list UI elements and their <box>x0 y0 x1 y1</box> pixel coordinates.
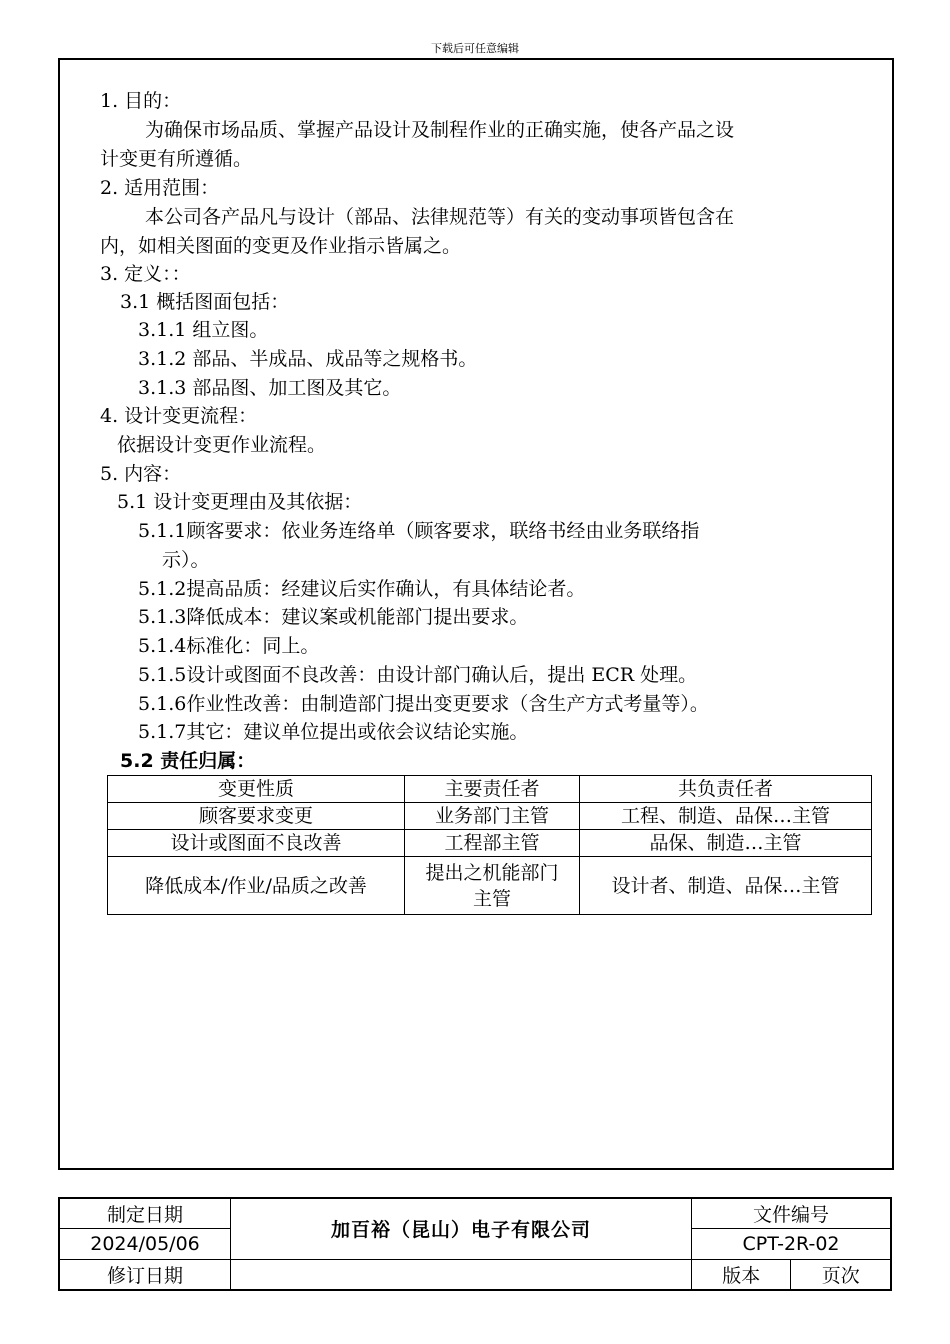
section-5-1-1-line-2: 示）。 <box>162 549 210 571</box>
section-3-title: 3. 定义：： <box>100 263 191 285</box>
table-header-cell: 共负责任者 <box>580 776 872 803</box>
established-date: 2024/05/06 <box>59 1229 231 1259</box>
section-1-body-line-1: 为确保市场品质、掌握产品设计及制程作业的正确实施，使各产品之设 <box>145 119 735 141</box>
section-5-1-2: 5.1.2提高品质：经建议后实作确认，有具体结论者。 <box>138 578 586 600</box>
section-5-title: 5. 内容： <box>100 463 182 485</box>
section-2-body-line-2: 内，如相关图面的变更及作业指示皆属之。 <box>100 235 462 257</box>
section-3-1-1: 3.1.1 组立图。 <box>138 319 269 341</box>
section-5-1-5: 5.1.5设计或图面不良改善：由设计部门确认后，提出 ECR 处理。 <box>138 664 698 686</box>
responsibility-table <box>107 775 872 915</box>
table-cell: 工程部主管 <box>405 830 580 857</box>
doc-number: CPT-2R-02 <box>692 1229 892 1259</box>
revision-date-label: 修订日期 <box>59 1259 231 1290</box>
section-3-1: 3.1 概括图面包括： <box>120 291 290 313</box>
company-name: 加百裕（昆山）电子有限公司 <box>231 1198 692 1259</box>
section-5-1-7: 5.1.7其它：建议单位提出或依会议结论实施。 <box>138 721 529 743</box>
section-1-body-line-2: 计变更有所遵循。 <box>100 148 253 170</box>
footer-table <box>58 1197 892 1291</box>
table-cell: 工程、制造、品保…主管 <box>580 803 872 830</box>
table-cell: 品保、制造…主管 <box>580 830 872 857</box>
table-cell: 提出之机能部门主管 <box>405 857 580 915</box>
revision-date-value <box>231 1259 692 1290</box>
section-2-body-line-1: 本公司各产品凡与设计（部品、法律规范等）有关的变动事项皆包含在 <box>145 206 735 228</box>
table-row <box>108 857 872 915</box>
section-5-2: 5.2 责任归属： <box>120 750 256 772</box>
established-date-label: 制定日期 <box>59 1198 231 1229</box>
version-label: 版本 <box>692 1259 791 1290</box>
table-cell: 设计或图面不良改善 <box>108 830 405 857</box>
section-5-1: 5.1 设计变更理由及其依据： <box>117 491 363 513</box>
section-3-1-2: 3.1.2 部品、半成品、成品等之规格书。 <box>138 348 478 370</box>
section-5-1-3: 5.1.3降低成本：建议案或机能部门提出要求。 <box>138 606 529 628</box>
section-1-title: 1. 目的： <box>100 90 182 112</box>
section-3-1-3: 3.1.3 部品图、加工图及其它。 <box>138 377 402 399</box>
section-5-1-6: 5.1.6作业性改善：由制造部门提出变更要求（含生产方式考量等）。 <box>138 693 709 715</box>
section-4-body: 依据设计变更作业流程。 <box>117 434 327 456</box>
header-note: 下载后可任意编辑 <box>431 42 519 55</box>
table-header-cell: 主要责任者 <box>405 776 580 803</box>
section-5-1-4: 5.1.4标准化：同上。 <box>138 635 320 657</box>
page-label: 页次 <box>791 1259 891 1290</box>
table-row <box>108 830 872 857</box>
section-2-title: 2. 适用范围： <box>100 177 220 199</box>
table-header-cell: 变更性质 <box>108 776 405 803</box>
table-cell: 业务部门主管 <box>405 803 580 830</box>
section-4-title: 4. 设计变更流程： <box>100 405 258 427</box>
table-header-row <box>108 776 872 803</box>
table-cell: 设计者、制造、品保…主管 <box>580 857 872 915</box>
doc-number-label: 文件编号 <box>692 1198 892 1229</box>
table-cell: 降低成本/作业/品质之改善 <box>108 857 405 915</box>
table-cell: 顾客要求变更 <box>108 803 405 830</box>
table-row <box>108 803 872 830</box>
section-5-1-1-line-1: 5.1.1顾客要求：依业务连络单（顾客要求，联络书经由业务联络指 <box>138 520 700 542</box>
